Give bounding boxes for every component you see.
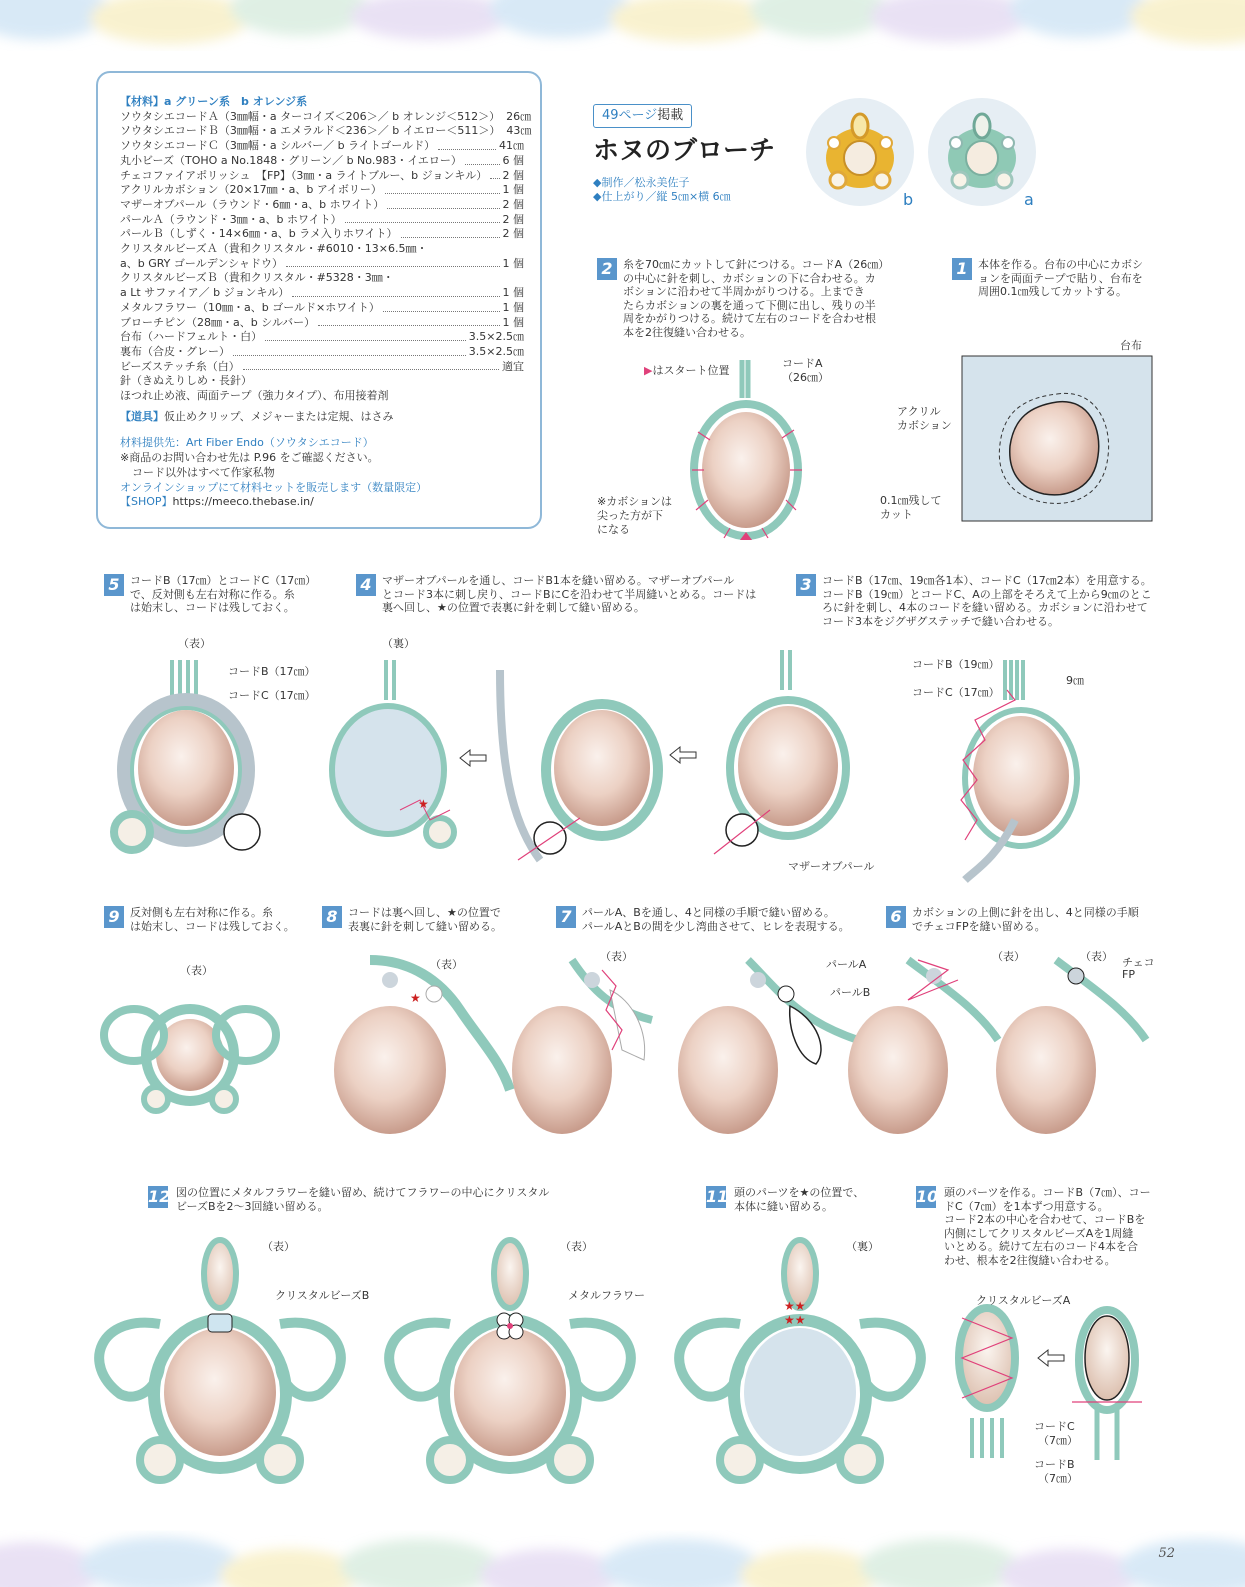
material-qty: 1 個 [502, 315, 524, 329]
step-text [978, 258, 1143, 299]
label-leave-2: カット [880, 508, 913, 521]
page-number: 52 [1158, 1546, 1175, 1561]
step-text-line: ろに針を刺し、4本のコードを縫い留める。カボションに沿わせて [822, 601, 1148, 615]
leader-dots [318, 316, 499, 327]
leader-dots [385, 183, 500, 194]
step-number: 12 [148, 1187, 171, 1206]
step-text-line: マザーオブパールを通し、コードB1本を縫い留める。マザーオブパール [382, 574, 735, 587]
step-text-line: ドC（7㎝）を1本ずつ用意する。 [944, 1199, 1109, 1213]
label-point-1: ※カボションは [597, 495, 672, 508]
material-name: ソウタシエコードＢ（3㎜幅・a エメラルド＜236＞／ b イエロー＜511＞） [120, 124, 501, 138]
material-name: a Lt サファイア／ b ジョンキル） [120, 286, 290, 300]
step-text-line: コードB（17㎝、19㎝各1本）、コードC（17㎝2本）を用意する。 [822, 574, 1152, 587]
label-start-pos: ▶はスタート位置 [644, 364, 730, 377]
step4-front-figure [490, 660, 670, 870]
photo-brooch-b [806, 98, 914, 206]
material-qty: 26㎝ [506, 109, 532, 123]
leader-dots [383, 301, 500, 312]
step-number: 1 [952, 258, 972, 280]
material-item [120, 301, 524, 316]
material-qty: 43㎝ [506, 124, 532, 138]
step-text [130, 574, 316, 615]
material-qty: 2 個 [502, 168, 524, 182]
label-cordC7-1: コードC [1034, 1420, 1075, 1433]
step-text-line: は始末し、コードは残しておく。 [130, 919, 295, 933]
material-item [120, 227, 524, 242]
label-cordB7-2: （7㎝） [1038, 1472, 1078, 1485]
step-number: 4 [356, 574, 376, 596]
label-pearlA: パールA [826, 958, 867, 971]
leader-dots [265, 330, 466, 341]
step12-figure-b [370, 1234, 650, 1494]
label-czech-1: チェコ [1122, 956, 1155, 969]
material-qty: 1 個 [502, 256, 524, 270]
step-text-line: 本体を作る。台布の中心にカボシ [978, 258, 1143, 271]
material-item [120, 154, 524, 169]
credit-text [593, 176, 731, 204]
material-name: アクリルカボション（20×17㎜・a、b アイボリー） [120, 183, 382, 197]
material-qty: 1 個 [502, 286, 524, 300]
acrylic-cabochon [1010, 402, 1099, 495]
step-number: 6 [886, 906, 906, 928]
label-front-s9: （表） [180, 964, 213, 977]
step4-back-figure [330, 660, 470, 860]
label-point-2: 尖った方が下 [597, 509, 663, 522]
step-text-line: でチェコFPを縫い留める。 [912, 919, 1046, 933]
label-front-s7: （表） [600, 950, 633, 963]
step-text-line: カボションの上側に針を出し、4と同様の手順 [912, 906, 1139, 919]
leader-dots [438, 139, 496, 150]
material-qty: 1 個 [502, 183, 524, 197]
step-text-line: 周囲0.1㎝残してカットする。 [978, 285, 1128, 299]
step-text [944, 1186, 1151, 1268]
label-cordB19: コードB（19㎝） [912, 658, 1000, 671]
star-marks: ★★ [784, 1313, 806, 1327]
material-name: a、b GRY ゴールデンシャドウ） [120, 256, 283, 270]
step-number: 5 [104, 574, 124, 596]
step12-figure-a [80, 1234, 360, 1494]
label-pearlB: パールB [830, 986, 871, 999]
page-reference-badge: 49ページ掲載 [593, 104, 692, 128]
material-name: 裏布（合皮・グレー） [120, 344, 230, 358]
label-crystalB: クリスタルビーズB [275, 1289, 370, 1302]
leader-dots [387, 198, 499, 209]
material-qty: 3.5×2.5㎝ [468, 330, 524, 344]
top-watercolor-border [0, 0, 1245, 60]
step-text [734, 1186, 864, 1213]
step8-figure [350, 950, 520, 1140]
material-item [120, 109, 532, 125]
step-text [822, 574, 1152, 628]
material-item [120, 257, 524, 272]
supplier-text: 材料提供先：Art Fiber Endo（ソウタシエコード） [120, 436, 374, 450]
material-name: 針（きぬえりしめ・長針） [120, 374, 252, 388]
step-text-line: わせ、根本を2往復縫い合わせる。 [944, 1253, 1116, 1267]
arrow-left-icon [458, 748, 488, 768]
label-front-s12b: （表） [560, 1240, 593, 1253]
material-qty: 41㎝ [499, 139, 524, 153]
material-item [120, 360, 524, 375]
step-text-line: コード2本の中心を合わせて、コードBを [944, 1213, 1146, 1227]
step-text-line: コード3本をジグザグステッチで縫い合わせる。 [822, 614, 1060, 628]
maker-credit: ◆制作／松永美佐子 [593, 176, 690, 189]
step-text-line: 反対側も左右対称に作る。糸 [130, 906, 273, 919]
step-text [348, 906, 502, 933]
step-text-line: 本体に縫い留める。 [734, 1199, 833, 1213]
label-crystalA: クリスタルビーズA [976, 1294, 1071, 1307]
material-name: ビーズステッチ糸（白） [120, 359, 240, 373]
step7-front-figure [552, 950, 692, 1140]
step4-start-figure [708, 650, 878, 870]
material-name: パールＡ（ラウンド・3㎜・a、b ホワイト） [120, 212, 342, 226]
step-text-line: 本を2往復縫い合わせる。 [623, 325, 751, 339]
step-text-line: 周をかがりつける。続けて左右のコードを合わせ根 [623, 312, 876, 326]
step6-fp-figure [1046, 950, 1156, 1140]
arrow-left-icon [1036, 1348, 1066, 1368]
label-cordA-1: コードA [782, 357, 823, 370]
material-item [120, 271, 524, 286]
material-name: ソウタシエコードＣ（3㎜幅・a シルバー／ b ライトゴールド） [120, 139, 436, 153]
inquiry-text: ※商品のお問い合わせ先は P.96 をご確認ください。 [120, 451, 379, 465]
step-text-line: コードは裏へ回し、★の位置で [348, 906, 501, 919]
label-front-s6a: （表） [992, 950, 1025, 963]
cabochon [702, 412, 790, 528]
step-text [582, 906, 850, 933]
material-qty: 2 個 [502, 212, 524, 226]
step-number: 3 [796, 574, 816, 596]
step10-stitch-figure [952, 1298, 1022, 1458]
leader-dots [345, 213, 500, 224]
material-name: 丸小ビーズ（TOHO a No.1848・グリーン／ b No.983・イエロー） [120, 153, 462, 167]
material-name: 台布（ハードフェルト・白） [120, 330, 263, 344]
material-name: メタルフラワー（10㎜・a、b ゴールド×ホワイト） [120, 300, 380, 314]
material-qty: 6 個 [502, 153, 524, 167]
step-text-line: ビーズBを2～3回縫い留める。 [176, 1199, 329, 1213]
step-text-line: コードB（17㎝）とコードC（17㎝） [130, 574, 317, 587]
label-cordC17-s3: コードC（17㎝） [912, 686, 1000, 699]
step-text-line: 内側にしてクリスタルビーズAを1周縫 [944, 1226, 1134, 1240]
step-text-line: 裏へ回し、★の位置で表裏に針を刺して縫い留める。 [382, 601, 645, 615]
step7-pearls-figure [718, 950, 871, 1140]
label-front: （表） [178, 637, 211, 650]
step-number: 2 [597, 258, 617, 280]
material-name: ソウタシエコードＡ（3㎜幅・a ターコイズ＜206＞／ b オレンジ＜512＞） [120, 109, 501, 123]
tools-text: 仮止めクリップ、メジャーまたは定規、はさみ [164, 409, 394, 423]
label-nine-cm: 9㎝ [1066, 674, 1084, 687]
leader-dots [243, 360, 499, 371]
material-name: マザーオブパール（ラウンド・6㎜・a、b ホワイト） [120, 197, 385, 211]
step-text-line: たらカボションの裏を通って下側に出し、残りの半 [623, 298, 876, 312]
step-text-line: パールAとBの間を少し湾曲させて、ヒレを表現する。 [582, 919, 850, 933]
material-item [120, 316, 524, 331]
leader-dots [292, 286, 499, 297]
star-mark: ★ [418, 797, 429, 811]
label-back-s11: （裏） [846, 1240, 879, 1253]
material-item [120, 242, 524, 257]
finished-size: ◆仕上がり／縦 5㎝×横 6㎝ [593, 190, 731, 203]
material-name: ブローチピン（28㎜・a、b シルバー） [120, 315, 316, 329]
step-text [130, 906, 295, 933]
step11-figure [660, 1234, 940, 1494]
material-qty: 1 個 [502, 300, 524, 314]
label-front-s12a: （表） [262, 1240, 295, 1253]
step-text-line: の中心に針を刺し、カボションの下に合わせる。カ [623, 271, 876, 285]
label-base-cloth: 台布 [1120, 339, 1142, 352]
step-text-line: とコード3本に刺し戻り、コードBにCを沿わせて半周縫いとめる。コードは [382, 587, 757, 601]
bottom-watercolor-border [0, 1517, 1245, 1587]
label-cordB17: コードB（17㎝） [228, 665, 316, 678]
material-qty: 3.5×2.5㎝ [468, 344, 524, 358]
shop-url-link[interactable]: https://meeco.thebase.in/ [172, 495, 314, 509]
material-item [120, 124, 532, 139]
material-name: クリスタルビーズＡ（貴和クリスタル・#6010・13×6.5㎜・ [120, 242, 428, 256]
cord-note: コード以外はすべて作家私物 [132, 465, 275, 479]
step-text-line: 頭のパーツを作る。コードB（7㎝）、コー [944, 1186, 1151, 1199]
material-qty: 2 個 [502, 227, 524, 241]
step-text-line: 糸を70㎝にカットして針につける。コードA（26㎝） [623, 258, 890, 271]
step6-front-figure [898, 950, 1008, 1140]
step-text-line: ボションに沿わせて半周かがりつける。上までき [623, 285, 865, 299]
leader-dots [286, 257, 500, 268]
material-item [120, 198, 524, 213]
label-front-s8: （表） [430, 958, 463, 971]
material-item [120, 345, 524, 360]
step-text-line: パールA、Bを通し、4と同様の手順で縫い留める。 [582, 906, 835, 919]
material-item [120, 183, 524, 198]
photo-b-label: b [903, 190, 914, 209]
label-back: （裏） [382, 637, 415, 650]
material-name: パールＢ（しずく・14×6㎜・a、b ラメ入りホワイト） [120, 227, 398, 241]
material-item [120, 389, 524, 404]
label-cordC7-2: （7㎝） [1038, 1434, 1078, 1447]
step-number: 11 [706, 1187, 729, 1206]
label-cordB7-1: コードB [1034, 1458, 1075, 1471]
leader-dots [465, 154, 500, 165]
step-number: 10 [916, 1187, 939, 1206]
material-item [120, 169, 524, 184]
label-cordA-2: （26㎝） [782, 371, 829, 384]
leader-dots [401, 227, 500, 238]
label-cordC17: コードC（17㎝） [228, 689, 316, 702]
label-leave-1: 0.1㎝残して [880, 494, 942, 507]
photo-a-label: a [1024, 190, 1034, 209]
step-text [382, 574, 756, 615]
step-text [623, 258, 889, 340]
materials-heading: 【材料】a グリーン系 b オレンジ系 [120, 95, 308, 108]
material-qty: 適宜 [502, 359, 524, 373]
online-shop-text: オンラインショップにて材料セットを販売します（数量限定） [120, 480, 428, 494]
step-number: 9 [104, 906, 124, 928]
material-item [120, 374, 524, 389]
step9-figure [100, 985, 280, 1125]
arrow-left-icon [668, 745, 698, 765]
step1-figure [962, 356, 1152, 521]
material-item [120, 286, 524, 301]
label-metal-flower: メタルフラワー [568, 1289, 645, 1302]
label-acrylic-1: アクリル [897, 405, 941, 418]
tools-row: 【道具】仮止めクリップ、メジャーまたは定規、はさみ [120, 409, 394, 423]
label-czech-2: FP [1122, 968, 1135, 981]
step-text-line: 表裏に針を刺して縫い留める。 [348, 919, 502, 933]
material-name: クリスタルビーズＢ（貴和クリスタル・#5328・3㎜・ [120, 271, 394, 285]
leader-dots [490, 169, 499, 180]
photo-brooch-a [928, 98, 1036, 206]
material-name: ほつれ止め液、両面テープ（強力タイプ）、布用接着剤 [120, 389, 389, 403]
step10-crystal-figure [1072, 1300, 1142, 1460]
step-text-line: 図の位置にメタルフラワーを縫い留め、続けてフラワーの中心にクリスタル [176, 1186, 550, 1199]
step-text [912, 906, 1139, 933]
step-number: 7 [556, 906, 576, 928]
step-text-line: は始末し、コードは残しておく。 [130, 601, 295, 615]
material-qty: 2 個 [502, 197, 524, 211]
material-item [120, 213, 524, 228]
materials-box: 【材料】a グリーン系 b オレンジ系 ソウタシエコードＡ（3㎜幅・a ターコイズ＜206＞／ b オレンジ＜512＞） 26㎝ ソウタシエコードＢ（3㎜幅・a エメラルド＜236＞／ b イエロー＜511＞） 43㎝ ソウタシエコードＣ（3㎜幅・a シルバー／ b ライトゴールド） 41㎝ 丸小ビーズ（TOHO a No.1848・グリーン／ b No.983・イエロー） 6 個 チェコファイアポリッシュ 【FP】（3㎜・a ライトブルー、b ジョンキル） 2 個 アクリルカボション（20×17㎜・a、b アイボリー） 1 個 マザーオブパール（ラウンド・6㎜・a、b ホワイト） 2 個 パールＡ（ラウンド・3㎜・a、b ホワイト） 2 個 パールＢ（しずく・14×6㎜・a、b ラメ入りホワイト） 2 個 クリスタルビーズＡ（貴和クリスタル・#6010・13×6.5㎜・ a、b GRY ゴールデンシャドウ） 1 個 クリスタルビーズＢ（貴和クリスタル・#5328・3㎜・ a Lt サファイア／ b ジョンキル） 1 個 メタルフラワー（10㎜・a、b ゴールド×ホワイト） 1 個 ブローチピン（28㎜・a、b シルバー） 1 個 台布（ハードフェルト・白） 3.5×2.5㎝ 裏布（合皮・グレー） 3.5×2.5㎝ ビーズステッチ糸（白） 適宜 針（きぬえりしめ・長針） ほつれ止め液、両面テープ（強力タイプ）、布用接着剤 【道具】仮止めクリップ、メジャーまたは定規、はさみ 材料提供先：Art Fiber Endo（ソウタシエコード） ※商品のお問い合わせ先は P.96 をご確認ください。 コード以外はすべて作家私物 オンラインショップにて材料セットを販売します（数量限定） 【SHOP】https://meeco.thebase.in/ [96, 71, 542, 529]
step-text-line: ョンを両面テープで貼り、台布を [978, 271, 1143, 285]
label-mop: マザーオブパール [788, 860, 875, 873]
page-title: ホヌのブローチ [593, 136, 776, 166]
label-acrylic-2: カボション [897, 419, 952, 432]
materials-list [120, 109, 532, 404]
material-name: チェコファイアポリッシュ 【FP】（3㎜・a ライトブルー、b ジョンキル） [120, 168, 488, 182]
step-text-line: で、反対側も左右対称に作る。糸 [130, 587, 295, 601]
step-text-line: コードB（19㎝）とコードC、Aの上部をそろえて上から9㎝のとこ [822, 587, 1152, 601]
material-item [120, 139, 524, 154]
label-point-3: になる [597, 523, 630, 536]
step2-figure [690, 360, 810, 550]
star-marks: ★★ [784, 1299, 806, 1313]
leader-dots [233, 345, 466, 356]
step-text [176, 1186, 549, 1213]
label-front-s6b: （表） [1080, 950, 1113, 963]
step-text-line: 頭のパーツを★の位置で、 [734, 1186, 865, 1199]
material-item [120, 330, 524, 345]
step-text-line: いとめる。続けて左右のコード4本を合 [944, 1240, 1138, 1254]
star-mark: ★ [410, 991, 421, 1005]
step-number: 8 [322, 906, 342, 928]
